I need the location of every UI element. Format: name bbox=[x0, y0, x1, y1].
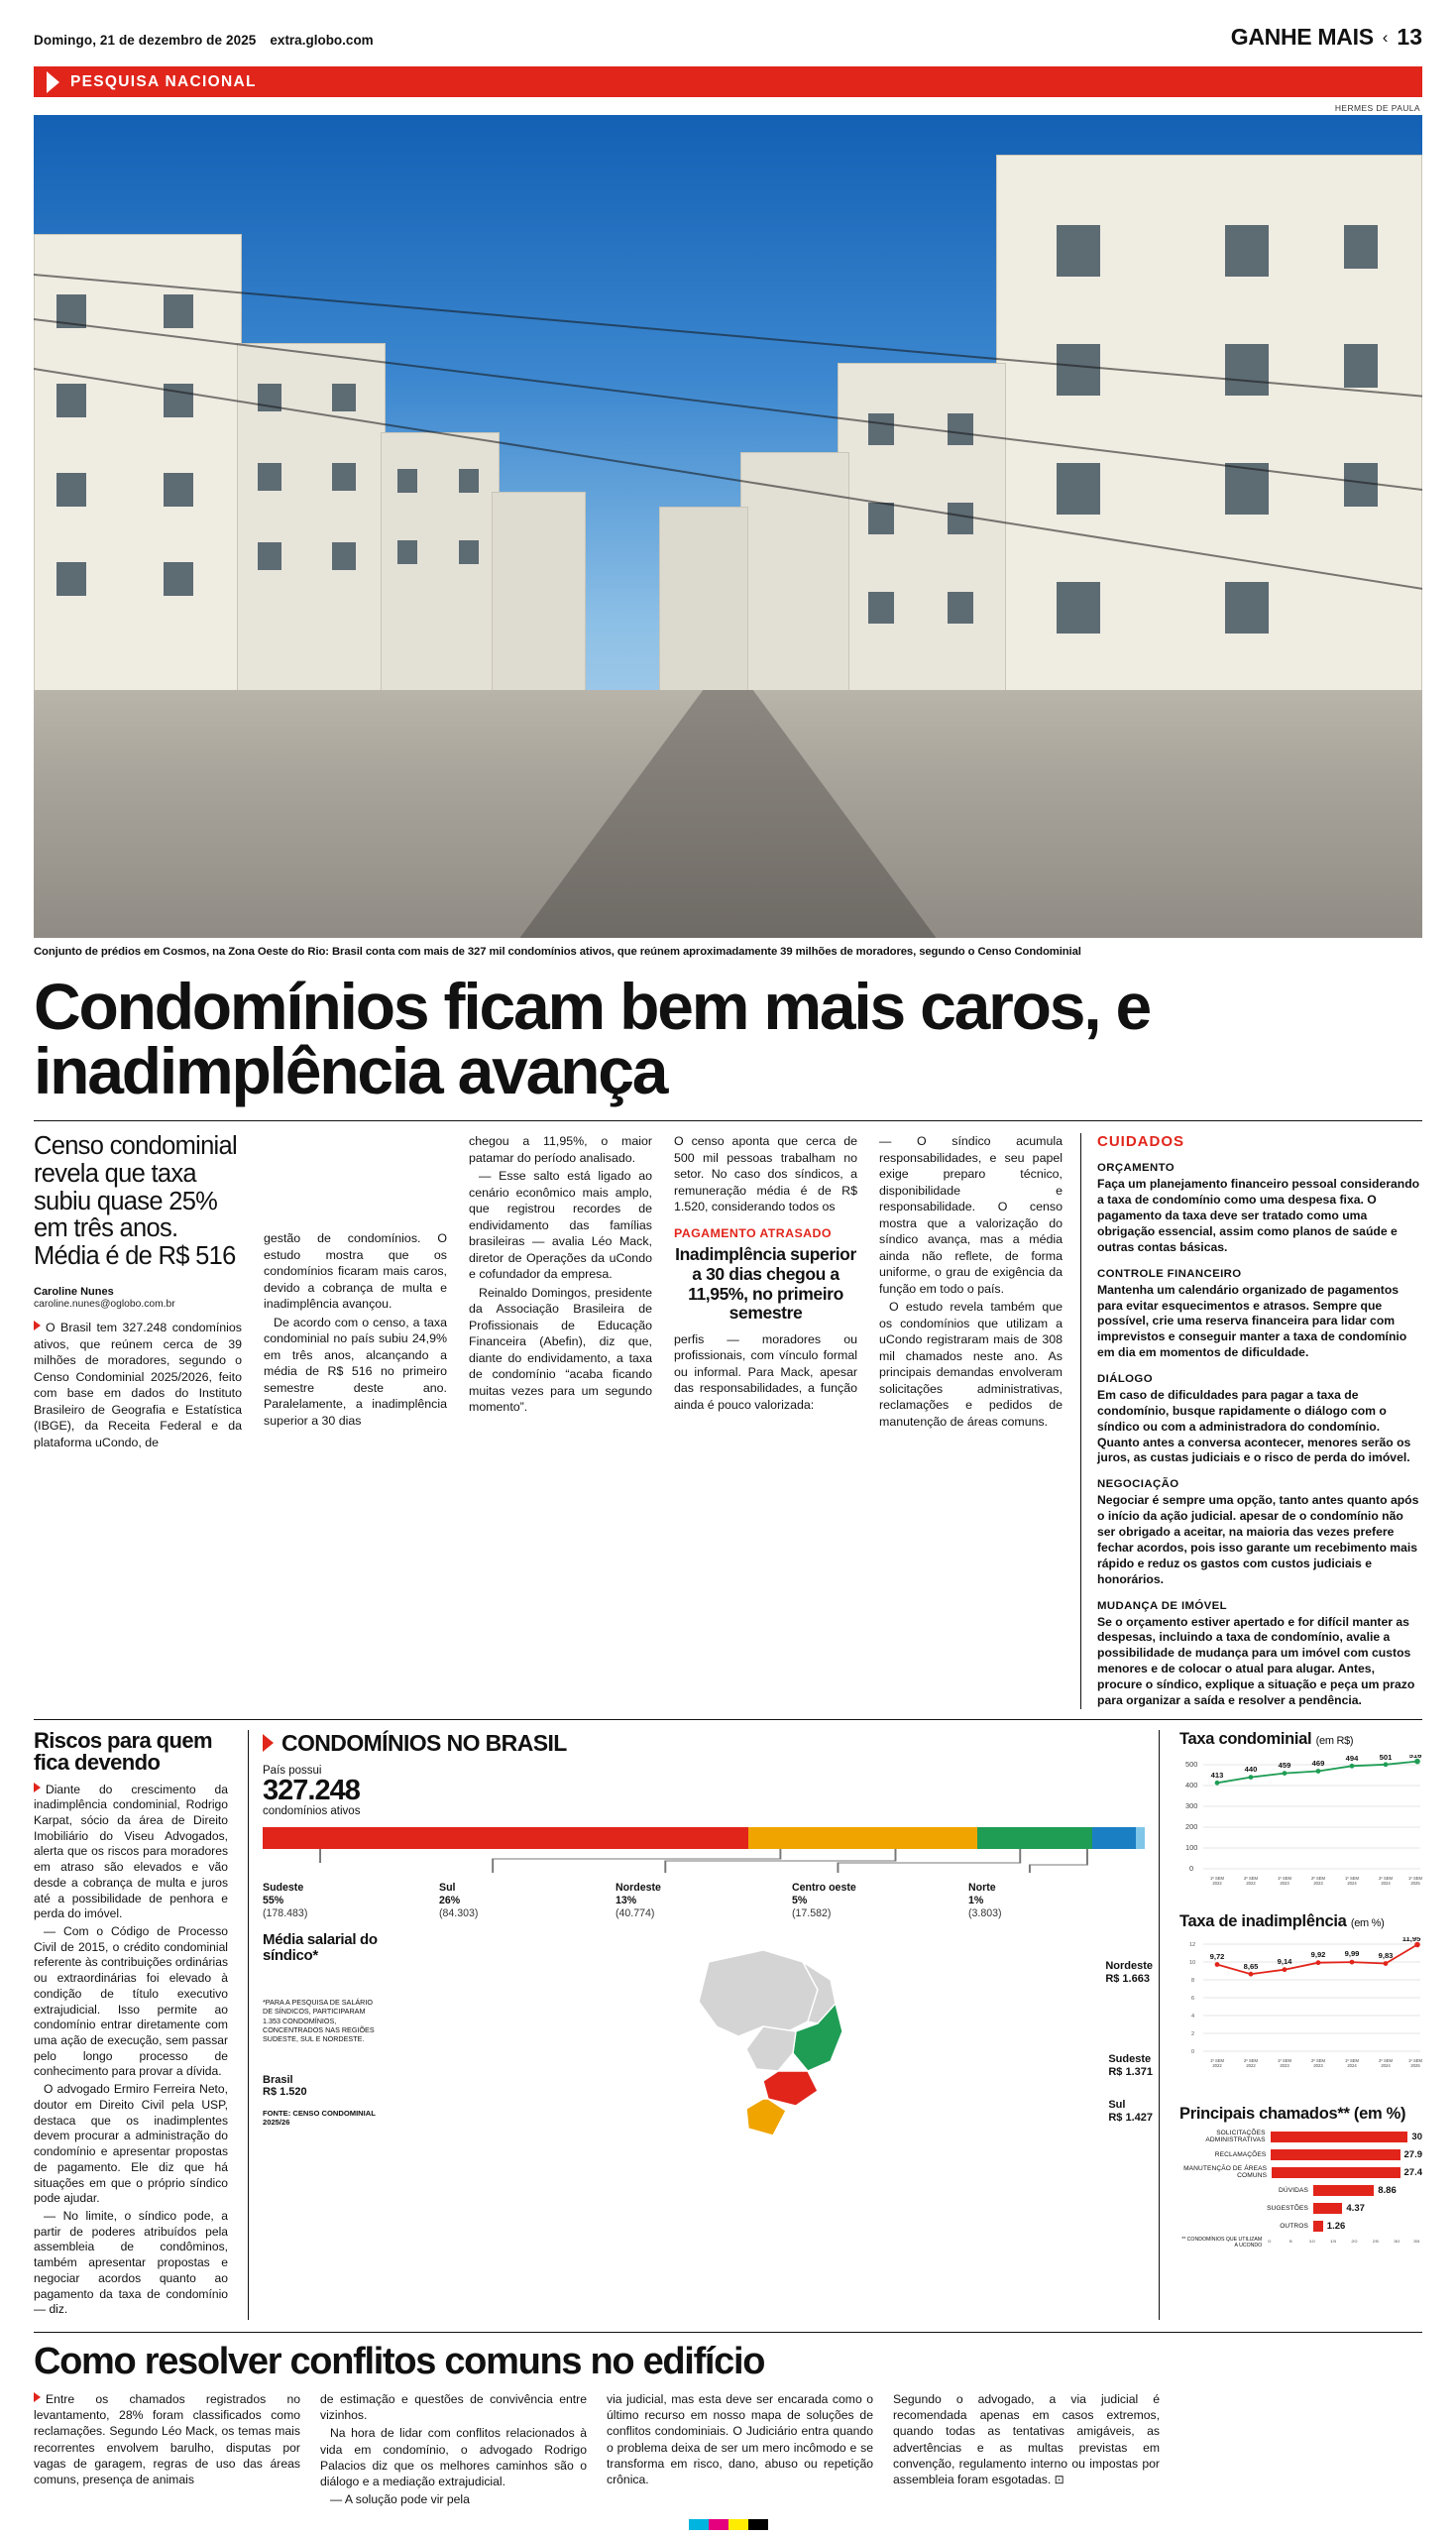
chart-3-title bbox=[1179, 2105, 1422, 2124]
svg-text:2º SEM: 2º SEM bbox=[1243, 1875, 1259, 1881]
svg-text:9,83: 9,83 bbox=[1378, 1950, 1394, 1960]
salary-nordeste bbox=[1105, 1960, 1153, 1985]
photo-block bbox=[34, 101, 1422, 959]
paragraph bbox=[34, 1783, 228, 1922]
svg-text:11,95: 11,95 bbox=[1401, 1936, 1421, 1943]
byline-email: caroline.nunes@oglobo.com.br bbox=[34, 1299, 175, 1311]
bar-value: 1.26 bbox=[1326, 2220, 1346, 2232]
secondary-column-1 bbox=[34, 2391, 300, 2510]
chart-3-unit: (em %) bbox=[1353, 2104, 1406, 2123]
stack-segment-nordeste bbox=[977, 1827, 1092, 1849]
svg-text:100: 100 bbox=[1185, 1842, 1198, 1852]
region-count: (17.582) bbox=[792, 1907, 832, 1920]
svg-text:20: 20 bbox=[1351, 2240, 1358, 2245]
svg-text:30: 30 bbox=[1394, 2240, 1400, 2245]
bar bbox=[1271, 2132, 1408, 2142]
bar-row bbox=[1179, 2183, 1422, 2198]
photo-caption: Conjunto de prédios em Cosmos, na Zona Oeste do Rio: Brasil conta com mais de 327 mil condomínios ativos, que reúnem aproximadamente 39 milhões de moradores, segundo o Censo Condominial bbox=[34, 946, 1081, 958]
byline-author: Caroline Nunes bbox=[34, 1286, 114, 1299]
svg-text:8,65: 8,65 bbox=[1243, 1961, 1259, 1971]
section-bar-label: PESQUISA NACIONAL bbox=[70, 72, 257, 90]
paragraph: Segundo o advogado, a via judicial é recomendada apenas em casos extremos, quando todas as tentativas amigáveis, as advertências e as multas previstas em convenção, regulamento interno ou impostas por assembleia foram esgotadas. ⊡ bbox=[893, 2391, 1160, 2487]
infographic-section bbox=[34, 1720, 1422, 2320]
tip-heading: NEGOCIAÇÃO bbox=[1097, 1478, 1179, 1491]
article-left-block bbox=[34, 1133, 242, 1708]
bullet-icon bbox=[34, 2392, 41, 2402]
svg-text:0: 0 bbox=[1268, 2240, 1272, 2245]
svg-text:0: 0 bbox=[1191, 2048, 1195, 2055]
secondary-column-3 bbox=[607, 2391, 873, 2510]
svg-text:4: 4 bbox=[1191, 2013, 1195, 2019]
chart-3 bbox=[1179, 2130, 1422, 2249]
svg-text:516: 516 bbox=[1408, 1754, 1422, 1760]
svg-text:1º SEM: 1º SEM bbox=[1407, 2057, 1422, 2063]
svg-text:2025: 2025 bbox=[1410, 2062, 1420, 2068]
region-pct: 13% bbox=[616, 1894, 637, 1906]
paragraph: via judicial, mas esta deve ser encarada como o último recurso em nosso mapa de soluções de conflitos condominiais. O Judiciário entra quando o problema deixa de ser um mero incômodo e se transforma em risco, dano, abuso ou repetição crônica. bbox=[607, 2391, 873, 2487]
svg-text:2º SEM: 2º SEM bbox=[1310, 1875, 1326, 1881]
region-count: (178.483) bbox=[263, 1907, 308, 1920]
region-pct: 1% bbox=[968, 1894, 984, 1906]
print-color-bar bbox=[689, 2519, 768, 2530]
lead-photo bbox=[34, 115, 1422, 938]
risks-title: Riscos para quem fica devendo bbox=[34, 1727, 212, 1776]
region-stacked-bar bbox=[263, 1827, 1145, 1849]
salary-map-block bbox=[263, 1931, 1153, 2145]
bar bbox=[1313, 2203, 1342, 2214]
bullet-icon bbox=[34, 1783, 41, 1792]
chart-1-unit: (em R$) bbox=[1315, 1734, 1354, 1747]
region-name: Norte bbox=[968, 1881, 996, 1894]
salary-region-name: Sudeste bbox=[1108, 2053, 1152, 2066]
bar-value: 27.9 bbox=[1403, 2148, 1422, 2160]
tip-item bbox=[1097, 1600, 1422, 1709]
region-count: (3.803) bbox=[968, 1907, 1002, 1920]
bar-row bbox=[1179, 2201, 1422, 2216]
svg-text:2022: 2022 bbox=[1246, 2062, 1256, 2068]
pullquote-label: PAGAMENTO ATRASADO bbox=[674, 1225, 832, 1240]
bar-label: DÚVIDAS bbox=[1278, 2186, 1308, 2194]
bar-value: 27.4 bbox=[1403, 2166, 1422, 2178]
bar-label: OUTROS bbox=[1280, 2222, 1308, 2230]
svg-text:440: 440 bbox=[1244, 1764, 1258, 1774]
bar-label: RECLAMAÇÕES bbox=[1214, 2150, 1267, 2158]
infographic-brazil bbox=[248, 1730, 1160, 2320]
tip-text: Se o orçamento estiver apertado e for difícil manter as despesas, incluindo a taxa de condomínio, avalie a possibilidade de mudança para um imóvel com custos menores e de colocar o atual para alugar. Antes, procure o síndico, explique a situação e peça um prazo para organizar a saída e resolver a pendência. bbox=[1097, 1614, 1415, 1707]
tips-rail bbox=[1080, 1133, 1422, 1708]
tip-item bbox=[1097, 1268, 1422, 1361]
article-column-3 bbox=[469, 1133, 652, 1708]
svg-text:494: 494 bbox=[1345, 1754, 1359, 1763]
tip-heading: CONTROLE FINANCEIRO bbox=[1097, 1267, 1242, 1280]
svg-text:1º SEM: 1º SEM bbox=[1344, 2057, 1360, 2063]
region-item bbox=[792, 1882, 968, 1921]
salary-region-value: R$ 1.520 bbox=[263, 2086, 307, 2099]
svg-text:501: 501 bbox=[1379, 1754, 1393, 1762]
chart-1-svg bbox=[1179, 1755, 1422, 1904]
color-swatch-black bbox=[748, 2519, 768, 2530]
color-swatch-yellow bbox=[728, 2519, 748, 2530]
paragraph: Reinaldo Domingos, presidente da Associação Brasileira de Profissionais de Educação Financeira (Abefin), diz que, diante do endividamento, a taxa de condomínio “acaba ficando muitas vezes para um segundo momento”. bbox=[469, 1285, 652, 1415]
charts-column bbox=[1179, 1730, 1422, 2320]
stack-segment-centro-oeste bbox=[1092, 1827, 1137, 1849]
bar-value: 30 bbox=[1411, 2131, 1422, 2142]
bar-row bbox=[1179, 2165, 1422, 2180]
chart-1-title-text: Taxa condominial bbox=[1179, 1729, 1312, 1748]
svg-text:9,99: 9,99 bbox=[1344, 1948, 1360, 1958]
secondary-column-4 bbox=[893, 2391, 1160, 2510]
article-column-1 bbox=[34, 1320, 242, 1450]
paragraph-text: Entre os chamados registrados no levantamento, 28% foram classificados como reclamações. Segundo Léo Mack, os temas mais recorrentes envolvem barulho, disputas por vagas de garagem, regras de uso das áreas comuns, presença de animais bbox=[34, 2391, 300, 2487]
masthead-right bbox=[1231, 24, 1422, 51]
map-region-centro-oeste bbox=[746, 2026, 796, 2071]
svg-text:1º SEM: 1º SEM bbox=[1344, 1875, 1360, 1881]
svg-text:1º SEM: 1º SEM bbox=[1277, 2057, 1292, 2063]
total-condos-label: condomínios ativos bbox=[263, 1804, 361, 1817]
paragraph bbox=[34, 2391, 300, 2487]
paragraph: Na hora de lidar com conflitos relacionados à vida em condomínio, o advogado Rodrigo Palacios diz que os melhores caminhos são o diálogo e a mediação extrajudicial. bbox=[320, 2426, 587, 2489]
paragraph: — O síndico acumula responsabilidades, e seu papel exige preparo técnico, disponibilidade e responsabilidade. O censo mostra que a valorização do síndico avança, mas a média ainda não reflete, de forma uniforme, o grau de exigência da função em todo o país. bbox=[879, 1134, 1063, 1296]
tip-text: Negociar é sempre uma opção, tanto antes quanto após o início da ação judicial. apesar de o condomínio não ser obrigado a aceitar, na maioria das vezes prefere fechar acordos, pois isso garante um recebimento mais rápido e reduz os gastos com custos judiciais e honorários. bbox=[1097, 1493, 1419, 1586]
tips-rail-title: CUIDADOS bbox=[1097, 1133, 1185, 1151]
salary-region-value: R$ 1.371 bbox=[1108, 2066, 1153, 2078]
salary-sul bbox=[1108, 2099, 1153, 2124]
tip-heading: MUDANÇA DE IMÓVEL bbox=[1097, 1599, 1228, 1612]
triangle-icon bbox=[263, 1734, 274, 1752]
paragraph-text: O Brasil tem 327.248 condomínios ativos, que reúnem cerca de 39 milhões de moradores, segundo o Censo Condominial 2025/2026, feito com base em dados do Instituto Brasileiro de Geografia e Estatística (IBGE), da Receita Federal e da plataforma uCondo, de bbox=[34, 1321, 242, 1449]
paragraph-text: Diante do crescimento da inadimplência condominial, Rodrigo Karpat, sócio da área de Direito Imobiliário do Viseu Advogados, alerta que os riscos para moradores em atraso são elevados e vão desde a cobrança de multa e juros até a possibilidade de penhora e perda do imóvel. bbox=[34, 1782, 228, 1921]
svg-text:9,92: 9,92 bbox=[1310, 1949, 1326, 1959]
chart-1 bbox=[1179, 1755, 1422, 1908]
bar-row bbox=[1179, 2147, 1422, 2162]
svg-text:25: 25 bbox=[1372, 2240, 1380, 2245]
chart-2 bbox=[1179, 1937, 1422, 2091]
chart-2-svg bbox=[1179, 1937, 1422, 2086]
bullet-icon bbox=[34, 1321, 41, 1330]
region-count: (40.774) bbox=[616, 1907, 655, 1920]
region-name: Sul bbox=[439, 1881, 456, 1894]
svg-text:2024: 2024 bbox=[1381, 2062, 1391, 2068]
photo-credit: HERMES DE PAULA bbox=[1334, 103, 1420, 113]
region-pct: 26% bbox=[439, 1894, 461, 1906]
bar bbox=[1272, 2167, 1400, 2178]
salary-region-name: Nordeste bbox=[1105, 1960, 1153, 1973]
paragraph: De acordo com o censo, a taxa condominial no país subiu 24,9% em três anos, alcançando a média de R$ 516 no primeiro semestre deste ano. Paralelamente, a inadimplência superior a 30 dias bbox=[264, 1315, 447, 1428]
brazil-map-svg bbox=[392, 1932, 1145, 2145]
region-item bbox=[263, 1882, 439, 1921]
country-label: País possui bbox=[263, 1764, 322, 1777]
salary-sudeste bbox=[1108, 2053, 1153, 2078]
svg-text:2º SEM: 2º SEM bbox=[1378, 2057, 1394, 2063]
map-region-sul bbox=[746, 2099, 786, 2135]
svg-text:2023: 2023 bbox=[1313, 2062, 1323, 2068]
tip-item bbox=[1097, 1373, 1422, 1466]
svg-text:10: 10 bbox=[1189, 1959, 1196, 1966]
svg-text:2º SEM: 2º SEM bbox=[1378, 1875, 1394, 1881]
tip-text: Em caso de dificuldades para pagar a taxa de condomínio, busque rapidamente o diálogo com o síndico ou com a administradora do condomínio. Quanto antes a conversa acontecer, menores serão os juros, as custas judiciais e o risco de perda do imóvel. bbox=[1097, 1388, 1411, 1465]
article-column-2 bbox=[264, 1133, 447, 1708]
bar-value: 4.37 bbox=[1346, 2202, 1365, 2214]
paragraph: gestão de condomínios. O estudo mostra que os condomínios ficaram mais caros, devido a cobrança de multa e inadimplência avançou. bbox=[264, 1231, 447, 1312]
paragraph bbox=[34, 1320, 242, 1450]
pullquote: Inadimplência superior a 30 dias chegou a 11,95%, no primeiro semestre bbox=[675, 1244, 856, 1324]
paragraph: — No limite, o síndico pode, a partir de poderes atribuídos pela assembleia de condôminos, também apresentar propostas e negociar acordos quanto ao pagamento da taxa de condomínio — diz. bbox=[34, 2208, 228, 2317]
risks-box bbox=[34, 1727, 228, 2320]
section-name: GANHE MAIS bbox=[1230, 24, 1374, 50]
article-column-4 bbox=[674, 1133, 857, 1708]
svg-text:12: 12 bbox=[1189, 1941, 1196, 1948]
region-count: (84.303) bbox=[439, 1907, 479, 1920]
paragraph: O censo aponta que cerca de 500 mil pessoas trabalham no setor. No caso dos síndicos, a remuneração média é de R$ 1.520, considerando todos os bbox=[674, 1134, 857, 1214]
bar-row bbox=[1179, 2130, 1422, 2144]
region-pct: 5% bbox=[792, 1894, 808, 1906]
stack-segment-sul bbox=[748, 1827, 977, 1849]
color-swatch-cyan bbox=[689, 2519, 709, 2530]
tip-item bbox=[1097, 1162, 1422, 1255]
svg-text:2025: 2025 bbox=[1410, 1880, 1420, 1886]
svg-text:2022: 2022 bbox=[1212, 1880, 1222, 1886]
svg-text:8: 8 bbox=[1191, 1977, 1195, 1984]
svg-text:2º SEM: 2º SEM bbox=[1243, 2057, 1259, 2063]
salary-title: Média salarial do síndico* bbox=[263, 1931, 378, 1965]
chart-3-title-text: Principais chamados** bbox=[1179, 2104, 1350, 2123]
svg-text:9,72: 9,72 bbox=[1209, 1951, 1225, 1961]
chart-1-title bbox=[1179, 1730, 1422, 1749]
region-pct: 55% bbox=[263, 1894, 284, 1906]
region-item bbox=[439, 1882, 616, 1921]
salary-region-value: R$ 1.663 bbox=[1105, 1973, 1150, 1985]
secondary-article bbox=[34, 2333, 1422, 2510]
tip-heading: DIÁLOGO bbox=[1097, 1373, 1153, 1386]
region-legend bbox=[263, 1882, 1145, 1921]
svg-text:413: 413 bbox=[1210, 1770, 1224, 1780]
svg-text:6: 6 bbox=[1191, 1995, 1195, 2002]
byline bbox=[34, 1286, 242, 1310]
paragraph: O advogado Ermiro Ferreira Neto, doutor em Direito Civil pela USP, destaca que os inadimplentes devem procurar a administração do condomínio e apresentar propostas de pagamento. Ele diz que há situações em que o próprio síndico pode ajudar. bbox=[34, 2082, 228, 2206]
svg-text:2022: 2022 bbox=[1246, 1880, 1256, 1886]
chart-2-unit: (em %) bbox=[1350, 1916, 1385, 1929]
secondary-article-title: Como resolver conflitos comuns no edifício bbox=[34, 2340, 765, 2382]
map-region-norte bbox=[699, 1950, 818, 2036]
svg-text:1º SEM: 1º SEM bbox=[1277, 1875, 1292, 1881]
region-name: Centro oeste bbox=[792, 1881, 856, 1894]
bar bbox=[1271, 2149, 1400, 2160]
stack-segment-sudeste bbox=[263, 1827, 748, 1849]
source-note: FONTE: CENSO CONDOMINIAL 2025/26 bbox=[263, 2108, 376, 2127]
salary-footnote: *PARA A PESQUISA DE SALÁRIO DE SÍNDICOS, PARTICIPARAM 1.353 CONDOMÍNIOS, CONCENTRADOS NAS REGIÕES SUDESTE, SUL E NORDESTE. bbox=[263, 1997, 375, 2044]
svg-text:2023: 2023 bbox=[1313, 1880, 1323, 1886]
svg-text:2023: 2023 bbox=[1280, 2062, 1289, 2068]
svg-text:5: 5 bbox=[1288, 2240, 1293, 2245]
salary-brazil bbox=[263, 2074, 382, 2099]
svg-text:2024: 2024 bbox=[1347, 2062, 1357, 2068]
stack-segment-norte bbox=[1136, 1827, 1145, 1849]
section-bar bbox=[34, 66, 1422, 97]
article-column-5-and-rail bbox=[879, 1133, 1422, 1708]
tip-heading: ORÇAMENTO bbox=[1097, 1162, 1176, 1175]
masthead bbox=[34, 0, 1422, 60]
masthead-left bbox=[34, 33, 374, 48]
tip-text: Faça um planejamento financeiro pessoal considerando a taxa de condomínio como uma despesa fixa. O pagamento da taxa deve ser tratado como uma obrigação essencial, assim como planos de saúde e outras contas básicas. bbox=[1097, 1177, 1420, 1254]
salary-left-col bbox=[263, 1932, 382, 2145]
website-url: extra.globo.com bbox=[270, 33, 374, 48]
infographic-header bbox=[263, 1730, 1145, 1757]
paragraph: — Esse salto está ligado ao cenário econômico mais amplo, que registrou recordes de endividamento das famílias brasileiras — avalia Léo Mack, diretor de Operações da uCondo e cofundador da empresa. bbox=[469, 1169, 652, 1282]
paragraph: de estimação e questões de convivência entre vizinhos. bbox=[320, 2391, 587, 2423]
svg-text:10: 10 bbox=[1308, 2240, 1315, 2245]
svg-text:400: 400 bbox=[1185, 1780, 1198, 1789]
page-title: Condomínios ficam bem mais caros, e inadimplência avança bbox=[34, 970, 1151, 1107]
paragraph: chegou a 11,95%, o maior patamar do período analisado. bbox=[469, 1134, 652, 1165]
publication-date: Domingo, 21 de dezembro de 2025 bbox=[34, 33, 257, 48]
bar-label: SOLICITAÇÕES ADMINISTRATIVAS bbox=[1205, 2130, 1266, 2144]
region-item bbox=[616, 1882, 792, 1921]
secondary-article-body bbox=[34, 2391, 1422, 2510]
paragraph: O estudo revela também que os condomínios que utilizam a uCondo registraram mais de 308 mil chamados neste ano. As principais demandas envolveram solicitações administrativas, reclamações e pedidos de manutenção de áreas comuns. bbox=[879, 1300, 1063, 1429]
bar-label: SUGESTÕES bbox=[1267, 2204, 1308, 2212]
brazil-map bbox=[392, 1932, 1153, 2145]
chart-2-title-text: Taxa de inadimplência bbox=[1179, 1911, 1347, 1930]
secondary-column-rail-spacer bbox=[1179, 2391, 1422, 2510]
paragraph: perfis — moradores ou profissionais, com vínculo formal ou informal. Para Mack, apesar das responsabilidades, a função ainda é pouco valorizada: bbox=[674, 1331, 857, 1412]
secondary-column-2 bbox=[320, 2391, 587, 2510]
chart-3-note: ** CONDOMÍNIOS QUE UTILIZAM A UCONDO bbox=[1181, 2236, 1263, 2249]
tip-item bbox=[1097, 1478, 1422, 1587]
svg-text:1º SEM: 1º SEM bbox=[1209, 1875, 1225, 1881]
svg-text:459: 459 bbox=[1278, 1760, 1291, 1770]
svg-text:35: 35 bbox=[1413, 2240, 1420, 2245]
salary-region-name: Brasil bbox=[263, 2073, 293, 2086]
svg-text:2: 2 bbox=[1191, 2030, 1195, 2037]
color-swatch-magenta bbox=[709, 2519, 728, 2530]
page-number: 13 bbox=[1397, 24, 1422, 50]
leader-lines bbox=[263, 1849, 1145, 1875]
bar-value: 8.86 bbox=[1378, 2184, 1397, 2196]
salary-region-name: Sul bbox=[1108, 2099, 1126, 2112]
svg-text:2024: 2024 bbox=[1381, 1880, 1391, 1886]
svg-text:300: 300 bbox=[1185, 1800, 1198, 1810]
svg-text:1º SEM: 1º SEM bbox=[1407, 1875, 1422, 1881]
chevron-left-icon: ‹ bbox=[1382, 27, 1389, 47]
bar bbox=[1313, 2221, 1323, 2232]
region-name: Nordeste bbox=[616, 1881, 661, 1894]
infographic-title: CONDOMÍNIOS NO BRASIL bbox=[281, 1729, 567, 1756]
tip-text: Mantenha um calendário organizado de pagamentos para evitar esquecimentos e atrasos. Sempre que possível, crie uma reserva financeira para lidar com imprevistos e conseguir manter a taxa de condomínio em dia em momentos de dificuldade. bbox=[1097, 1282, 1407, 1360]
article-body bbox=[34, 1121, 1422, 1708]
paragraph: — A solução pode vir pela bbox=[330, 2492, 470, 2507]
bar-label: MANUTENÇÃO DE ÁREAS COMUNS bbox=[1183, 2165, 1268, 2180]
triangle-icon bbox=[47, 71, 59, 93]
svg-text:9,14: 9,14 bbox=[1277, 1956, 1292, 1966]
svg-text:2023: 2023 bbox=[1280, 1880, 1289, 1886]
bar bbox=[1313, 2185, 1374, 2196]
svg-text:2º SEM: 2º SEM bbox=[1310, 2057, 1326, 2063]
svg-text:469: 469 bbox=[1311, 1758, 1325, 1768]
article-subhead: Censo condominial revela que taxa subiu quase 25% em três anos. Média é de R$ 516 bbox=[34, 1132, 237, 1270]
salary-region-value: R$ 1.427 bbox=[1108, 2112, 1153, 2124]
article-column-5 bbox=[879, 1133, 1063, 1708]
svg-text:15: 15 bbox=[1330, 2240, 1337, 2245]
total-condos: 327.248 bbox=[263, 1774, 360, 1806]
region-name: Sudeste bbox=[263, 1881, 304, 1894]
svg-text:2022: 2022 bbox=[1212, 2062, 1222, 2068]
svg-text:2024: 2024 bbox=[1347, 1880, 1357, 1886]
svg-text:500: 500 bbox=[1185, 1759, 1198, 1769]
svg-text:1º SEM: 1º SEM bbox=[1209, 2057, 1225, 2063]
svg-text:0: 0 bbox=[1189, 1863, 1194, 1873]
chart-2-title bbox=[1179, 1912, 1422, 1931]
chart-3-axis bbox=[1267, 2237, 1422, 2249]
bar-row bbox=[1179, 2219, 1422, 2234]
svg-text:200: 200 bbox=[1185, 1821, 1198, 1831]
region-item bbox=[968, 1882, 1145, 1921]
risks-body bbox=[34, 1783, 228, 2318]
paragraph: — Com o Código de Processo Civil de 2015, o crédito condominial referente às contribuições ordinárias ou extraordinárias foi elevado à condição de título executivo extrajudicial. Isso permite ao condomínio entrar diretamente com uma ação de execução, sem passar pelo longo processo de conhecimento para provar a dívida. bbox=[34, 1924, 228, 2079]
